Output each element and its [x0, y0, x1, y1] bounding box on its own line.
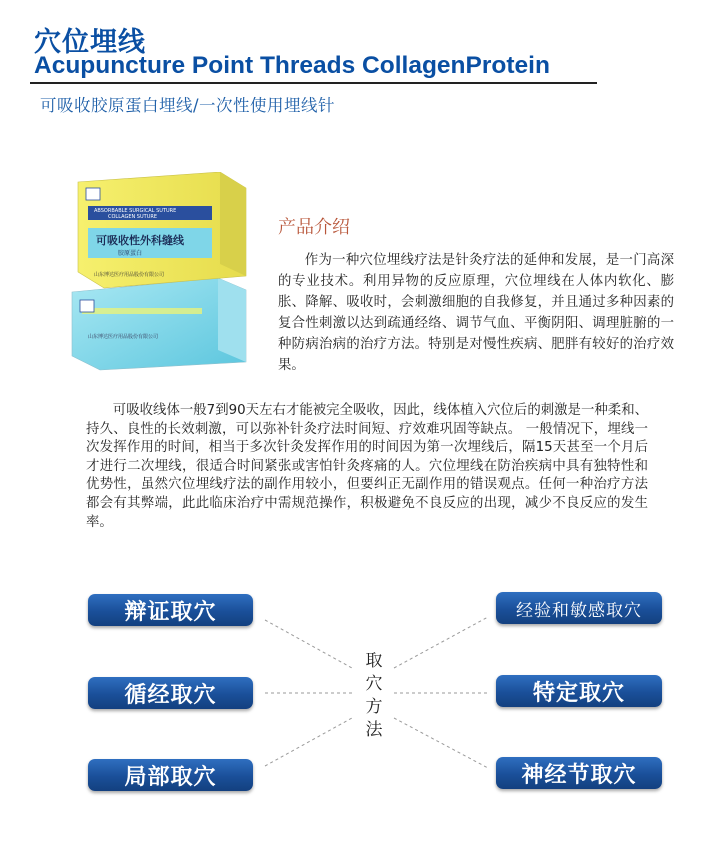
method-jingyan: 经验和敏感取穴 [496, 592, 662, 624]
intro-body: 作为一种穴位埋线疗法是针灸疗法的延伸和发展，是一门高深的专业技术。利用异物的反应原理，穴位埋线在人体内软化、膨胀、降解、吸收时，会刺激细胞的自我修复，并且通过多种因素的复合性刺激以达到疏通经络、调节气血、平衡阴阳、调理脏腑的一种防病治病的治疗方法。特别是对慢性疾病、肥胖有较好的治疗效果。 [278, 253, 674, 373]
product-box-label-cn-2: 胶原蛋白 [118, 250, 143, 257]
method-xunjing: 循经取穴 [88, 677, 253, 709]
method-teding: 特定取穴 [496, 675, 662, 707]
method-bianzheng: 辩证取穴 [88, 594, 253, 626]
page-title-cn: 穴位埋线 [34, 27, 146, 58]
method-jubu: 局部取穴 [88, 759, 253, 791]
intro-title: 产品介绍 [278, 217, 350, 238]
product-box-maker: 山东博达医疗用品股份有限公司 [88, 334, 159, 340]
page-subtitle: 可吸收胶原蛋白埋线/一次性使用埋线针 [40, 96, 336, 115]
absorption-paragraph: 可吸收线体一般7到90天左右才能被完全吸收，因此，线体植入穴位后的刺激是一种柔和、持久、良性的长效刺激，可以弥补针灸疗法时间短、疗效难巩固等缺点。 一般情况下，埋线一次发挥作用的时间，相当于多次针灸发挥作用的时间因为第一次埋线后，隔15天甚至一个月后才进行二次埋线，很适合时间紧张或害怕针灸疼痛的人。穴位埋线在防治疾病中具有独特性和优势性，虽然穴位埋线疗法的副作用较小，但要纠正无副作用的错误观点。任何一种治疗方法都会有其弊端，此此临床治疗中需规范操作，积极避免不良反应的出现，减少不良反应的发生率。 [86, 403, 648, 530]
product-box-maker-top: 山东博达医疗用品股份有限公司 [94, 272, 165, 278]
product-box-label-cn: 可吸收性外科缝线 [96, 234, 184, 247]
product-box-label-en-1: ABSORBABLE SURGICAL SUTURE [94, 208, 177, 214]
method-shenjingjie: 神经节取穴 [496, 757, 662, 789]
page-title-en: Acupuncture Point Threads CollagenProtein [34, 52, 550, 79]
product-box-label-en-2: COLLAGEN SUTURE [108, 214, 157, 220]
diagram-center-label: 取穴方法 [365, 651, 383, 740]
